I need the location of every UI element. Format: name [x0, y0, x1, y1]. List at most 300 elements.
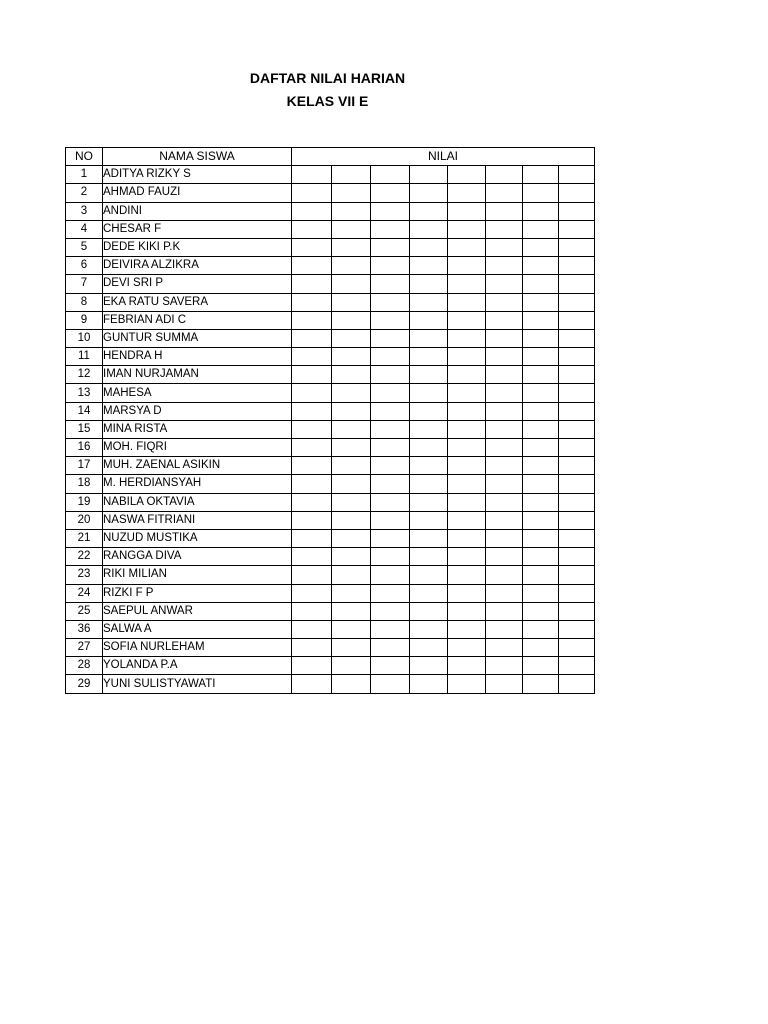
grade-cell [292, 220, 332, 238]
grade-cell [559, 439, 595, 457]
grade-cell [559, 348, 595, 366]
grade-cell [292, 457, 332, 475]
grade-cell [410, 166, 448, 184]
grade-cell [448, 657, 486, 675]
grade-cell [448, 602, 486, 620]
row-number: 12 [66, 366, 103, 384]
grade-cell [486, 675, 523, 693]
grade-cell [292, 166, 332, 184]
grade-cell [292, 493, 332, 511]
grade-cell [559, 566, 595, 584]
grade-cell [332, 420, 371, 438]
grade-cell [332, 238, 371, 256]
grade-cell [523, 366, 559, 384]
grade-cell [410, 366, 448, 384]
table-row [66, 584, 595, 602]
grade-cell [292, 620, 332, 638]
grade-cell [523, 566, 559, 584]
grade-cell [559, 402, 595, 420]
grade-cell [371, 475, 410, 493]
grade-cell [332, 220, 371, 238]
table-row [66, 275, 595, 293]
grade-cell [523, 329, 559, 347]
row-number: 17 [66, 457, 103, 475]
grade-cell [523, 402, 559, 420]
grade-cell [448, 238, 486, 256]
grade-cell [448, 348, 486, 366]
grade-cell [559, 329, 595, 347]
grade-cell [332, 493, 371, 511]
grade-cell [371, 275, 410, 293]
grade-cell [410, 457, 448, 475]
grade-cell [292, 548, 332, 566]
grade-cell [371, 293, 410, 311]
row-number: 14 [66, 402, 103, 420]
grade-cell [292, 348, 332, 366]
student-name: IMAN NURJAMAN [103, 366, 292, 384]
grade-cell [332, 402, 371, 420]
grade-cell [559, 366, 595, 384]
grade-cell [371, 457, 410, 475]
grade-cell [371, 639, 410, 657]
grade-cell [486, 293, 523, 311]
grade-cell [371, 439, 410, 457]
grade-cell [486, 475, 523, 493]
table-row [66, 402, 595, 420]
student-name: MOH. FIQRI [103, 439, 292, 457]
grade-cell [448, 493, 486, 511]
student-name: GUNTUR SUMMA [103, 329, 292, 347]
grade-cell [410, 566, 448, 584]
student-name: FEBRIAN ADI C [103, 311, 292, 329]
grade-cell [486, 257, 523, 275]
table-row [66, 657, 595, 675]
grade-cell [448, 275, 486, 293]
student-name: HENDRA H [103, 348, 292, 366]
table-row [66, 366, 595, 384]
column-header-name: NAMA SISWA [103, 148, 292, 166]
grade-cell [332, 202, 371, 220]
grade-cell [448, 311, 486, 329]
grade-cell [559, 457, 595, 475]
grade-cell [486, 529, 523, 547]
grade-cell [448, 511, 486, 529]
grade-cell [523, 602, 559, 620]
grade-cell [292, 311, 332, 329]
student-name: ADITYA RIZKY S [103, 166, 292, 184]
grade-cell [332, 584, 371, 602]
grade-cell [410, 420, 448, 438]
student-name: SALWA A [103, 620, 292, 638]
grade-cell [559, 657, 595, 675]
grade-cell [332, 384, 371, 402]
grade-cell [523, 657, 559, 675]
table-row [66, 439, 595, 457]
grade-cell [448, 620, 486, 638]
grade-cell [292, 511, 332, 529]
student-name: MUH. ZAENAL ASIKIN [103, 457, 292, 475]
grade-cell [486, 348, 523, 366]
grade-cell [448, 293, 486, 311]
grade-cell [410, 602, 448, 620]
table-row [66, 238, 595, 256]
grade-cell [523, 220, 559, 238]
grade-cell [332, 657, 371, 675]
table-row [66, 493, 595, 511]
row-number: 15 [66, 420, 103, 438]
table-row [66, 511, 595, 529]
student-name: DEVI SRI P [103, 275, 292, 293]
grade-cell [523, 475, 559, 493]
grade-cell [410, 639, 448, 657]
grade-cell [486, 457, 523, 475]
grade-cell [559, 639, 595, 657]
grade-cell [371, 348, 410, 366]
grade-cell [371, 366, 410, 384]
grade-cell [523, 493, 559, 511]
grade-cell [410, 202, 448, 220]
student-name: DEDE KIKI P.K [103, 238, 292, 256]
grade-cell [523, 420, 559, 438]
grade-cell [371, 566, 410, 584]
grade-cell [523, 548, 559, 566]
row-number: 25 [66, 602, 103, 620]
student-name: RIKI MILIAN [103, 566, 292, 584]
grade-cell [332, 602, 371, 620]
student-name: AHMAD FAUZI [103, 184, 292, 202]
row-number: 28 [66, 657, 103, 675]
grade-cell [292, 238, 332, 256]
student-name: CHESAR F [103, 220, 292, 238]
grade-cell [486, 602, 523, 620]
grade-cell [523, 675, 559, 693]
grade-cell [448, 548, 486, 566]
grade-cell [523, 639, 559, 657]
student-name: MINA RISTA [103, 420, 292, 438]
grade-cell [371, 166, 410, 184]
table-row [66, 475, 595, 493]
student-name: ANDINI [103, 202, 292, 220]
grade-cell [410, 493, 448, 511]
grade-cell [448, 475, 486, 493]
grade-cell [292, 402, 332, 420]
grade-cell [486, 566, 523, 584]
grade-cell [486, 384, 523, 402]
grade-cell [559, 257, 595, 275]
grade-cell [292, 257, 332, 275]
grade-cell [486, 166, 523, 184]
grade-cell [371, 257, 410, 275]
grade-cell [486, 238, 523, 256]
student-name: MARSYA D [103, 402, 292, 420]
grade-cell [559, 475, 595, 493]
grade-cell [292, 439, 332, 457]
grades-table [65, 147, 595, 694]
grade-cell [559, 584, 595, 602]
grade-cell [448, 184, 486, 202]
grade-cell [371, 184, 410, 202]
table-row [66, 420, 595, 438]
table-row [66, 293, 595, 311]
grade-cell [410, 584, 448, 602]
row-number: 9 [66, 311, 103, 329]
row-number: 27 [66, 639, 103, 657]
row-number: 20 [66, 511, 103, 529]
grade-cell [559, 420, 595, 438]
grade-cell [371, 202, 410, 220]
row-number: 10 [66, 329, 103, 347]
grade-cell [410, 657, 448, 675]
grade-cell [332, 366, 371, 384]
table-row [66, 329, 595, 347]
grade-cell [410, 184, 448, 202]
grade-cell [332, 293, 371, 311]
grade-cell [371, 238, 410, 256]
row-number: 1 [66, 166, 103, 184]
row-number: 11 [66, 348, 103, 366]
table-row [66, 220, 595, 238]
grade-cell [523, 275, 559, 293]
table-row [66, 457, 595, 475]
grade-cell [292, 529, 332, 547]
grade-cell [410, 348, 448, 366]
student-name: NABILA OKTAVIA [103, 493, 292, 511]
grade-cell [448, 529, 486, 547]
table-row [66, 602, 595, 620]
grade-cell [523, 511, 559, 529]
grade-cell [559, 202, 595, 220]
document-subtitle: KELAS VII E [286, 93, 369, 109]
grade-cell [448, 639, 486, 657]
grade-cell [559, 511, 595, 529]
grade-cell [523, 529, 559, 547]
grade-cell [292, 475, 332, 493]
grade-cell [410, 511, 448, 529]
grade-cell [486, 220, 523, 238]
grade-cell [410, 329, 448, 347]
grade-cell [332, 529, 371, 547]
grade-cell [371, 420, 410, 438]
student-name: M. HERDIANSYAH [103, 475, 292, 493]
grade-cell [559, 238, 595, 256]
student-name: MAHESA [103, 384, 292, 402]
grade-cell [523, 348, 559, 366]
grade-cell [448, 329, 486, 347]
column-header-no: NO [66, 148, 103, 166]
grade-cell [486, 275, 523, 293]
grade-cell [523, 238, 559, 256]
grade-cell [332, 639, 371, 657]
row-number: 19 [66, 493, 103, 511]
grade-cell [332, 348, 371, 366]
grade-cell [559, 275, 595, 293]
grade-cell [486, 639, 523, 657]
grade-cell [332, 620, 371, 638]
grade-cell [448, 202, 486, 220]
table-row [66, 311, 595, 329]
grade-cell [332, 166, 371, 184]
grade-cell [371, 493, 410, 511]
table-row [66, 548, 595, 566]
grade-cell [410, 620, 448, 638]
grade-cell [410, 529, 448, 547]
grade-cell [332, 184, 371, 202]
grade-cell [332, 675, 371, 693]
grade-cell [371, 675, 410, 693]
row-number: 29 [66, 675, 103, 693]
student-name: SOFIA NURLEHAM [103, 639, 292, 657]
grade-cell [410, 439, 448, 457]
grade-cell [559, 384, 595, 402]
grade-cell [559, 311, 595, 329]
grade-cell [448, 566, 486, 584]
table-header-row [66, 148, 595, 166]
grade-cell [371, 584, 410, 602]
grade-cell [486, 420, 523, 438]
grade-cell [292, 275, 332, 293]
row-number: 23 [66, 566, 103, 584]
grade-cell [448, 420, 486, 438]
table-row [66, 620, 595, 638]
grade-cell [410, 293, 448, 311]
grade-cell [371, 384, 410, 402]
grade-cell [523, 457, 559, 475]
row-number: 2 [66, 184, 103, 202]
grade-cell [292, 639, 332, 657]
table-row [66, 529, 595, 547]
grade-cell [371, 220, 410, 238]
grade-cell [559, 184, 595, 202]
grade-cell [332, 457, 371, 475]
grade-cell [559, 620, 595, 638]
table-row [66, 675, 595, 693]
grade-cell [292, 566, 332, 584]
grade-cell [486, 402, 523, 420]
grade-cell [448, 257, 486, 275]
grade-cell [332, 475, 371, 493]
grade-cell [332, 566, 371, 584]
row-number: 5 [66, 238, 103, 256]
grade-cell [410, 257, 448, 275]
grade-cell [292, 293, 332, 311]
table-row [66, 566, 595, 584]
grade-cell [332, 439, 371, 457]
grade-cell [292, 329, 332, 347]
grade-cell [486, 184, 523, 202]
grade-cell [371, 329, 410, 347]
grade-cell [448, 166, 486, 184]
grade-cell [332, 311, 371, 329]
grade-cell [292, 657, 332, 675]
grade-cell [292, 602, 332, 620]
student-name: SAEPUL ANWAR [103, 602, 292, 620]
student-name: DEIVIRA ALZIKRA [103, 257, 292, 275]
grade-cell [559, 293, 595, 311]
table-body [66, 166, 595, 693]
table-row [66, 257, 595, 275]
grade-cell [410, 311, 448, 329]
grade-cell [448, 675, 486, 693]
row-number: 36 [66, 620, 103, 638]
row-number: 4 [66, 220, 103, 238]
student-name: NASWA FITRIANI [103, 511, 292, 529]
grade-cell [332, 548, 371, 566]
grade-cell [559, 493, 595, 511]
student-name: EKA RATU SAVERA [103, 293, 292, 311]
grade-cell [448, 457, 486, 475]
grade-cell [523, 257, 559, 275]
grade-cell [371, 657, 410, 675]
student-name: RIZKI F P [103, 584, 292, 602]
row-number: 7 [66, 275, 103, 293]
grade-cell [486, 620, 523, 638]
grade-cell [448, 384, 486, 402]
table-row [66, 639, 595, 657]
student-name: YUNI SULISTYAWATI [103, 675, 292, 693]
student-name: RANGGA DIVA [103, 548, 292, 566]
grade-cell [523, 439, 559, 457]
grade-cell [486, 511, 523, 529]
grade-cell [486, 329, 523, 347]
grade-cell [292, 675, 332, 693]
row-number: 16 [66, 439, 103, 457]
grade-cell [486, 311, 523, 329]
grade-cell [559, 220, 595, 238]
grade-cell [332, 257, 371, 275]
grade-cell [486, 548, 523, 566]
grade-cell [448, 584, 486, 602]
grade-cell [486, 439, 523, 457]
grade-cell [371, 402, 410, 420]
student-name: NUZUD MUSTIKA [103, 529, 292, 547]
grade-cell [486, 657, 523, 675]
grade-cell [292, 584, 332, 602]
grade-cell [448, 220, 486, 238]
row-number: 22 [66, 548, 103, 566]
grade-cell [523, 202, 559, 220]
grade-cell [486, 202, 523, 220]
grade-cell [371, 511, 410, 529]
grade-cell [486, 366, 523, 384]
grade-cell [292, 202, 332, 220]
grade-cell [486, 584, 523, 602]
row-number: 24 [66, 584, 103, 602]
grade-cell [559, 548, 595, 566]
column-header-grades: NILAI [292, 148, 595, 166]
grade-cell [448, 439, 486, 457]
grade-cell [371, 620, 410, 638]
grade-cell [523, 620, 559, 638]
table-row [66, 166, 595, 184]
table-row [66, 348, 595, 366]
grade-cell [371, 548, 410, 566]
grade-cell [371, 311, 410, 329]
row-number: 13 [66, 384, 103, 402]
row-number: 21 [66, 529, 103, 547]
grade-cell [448, 366, 486, 384]
grade-cell [371, 602, 410, 620]
row-number: 6 [66, 257, 103, 275]
grade-cell [410, 384, 448, 402]
grade-cell [559, 675, 595, 693]
grade-cell [410, 402, 448, 420]
grade-cell [523, 293, 559, 311]
grade-cell [523, 184, 559, 202]
grade-cell [410, 238, 448, 256]
grade-cell [523, 584, 559, 602]
grade-cell [523, 384, 559, 402]
grade-cell [292, 420, 332, 438]
